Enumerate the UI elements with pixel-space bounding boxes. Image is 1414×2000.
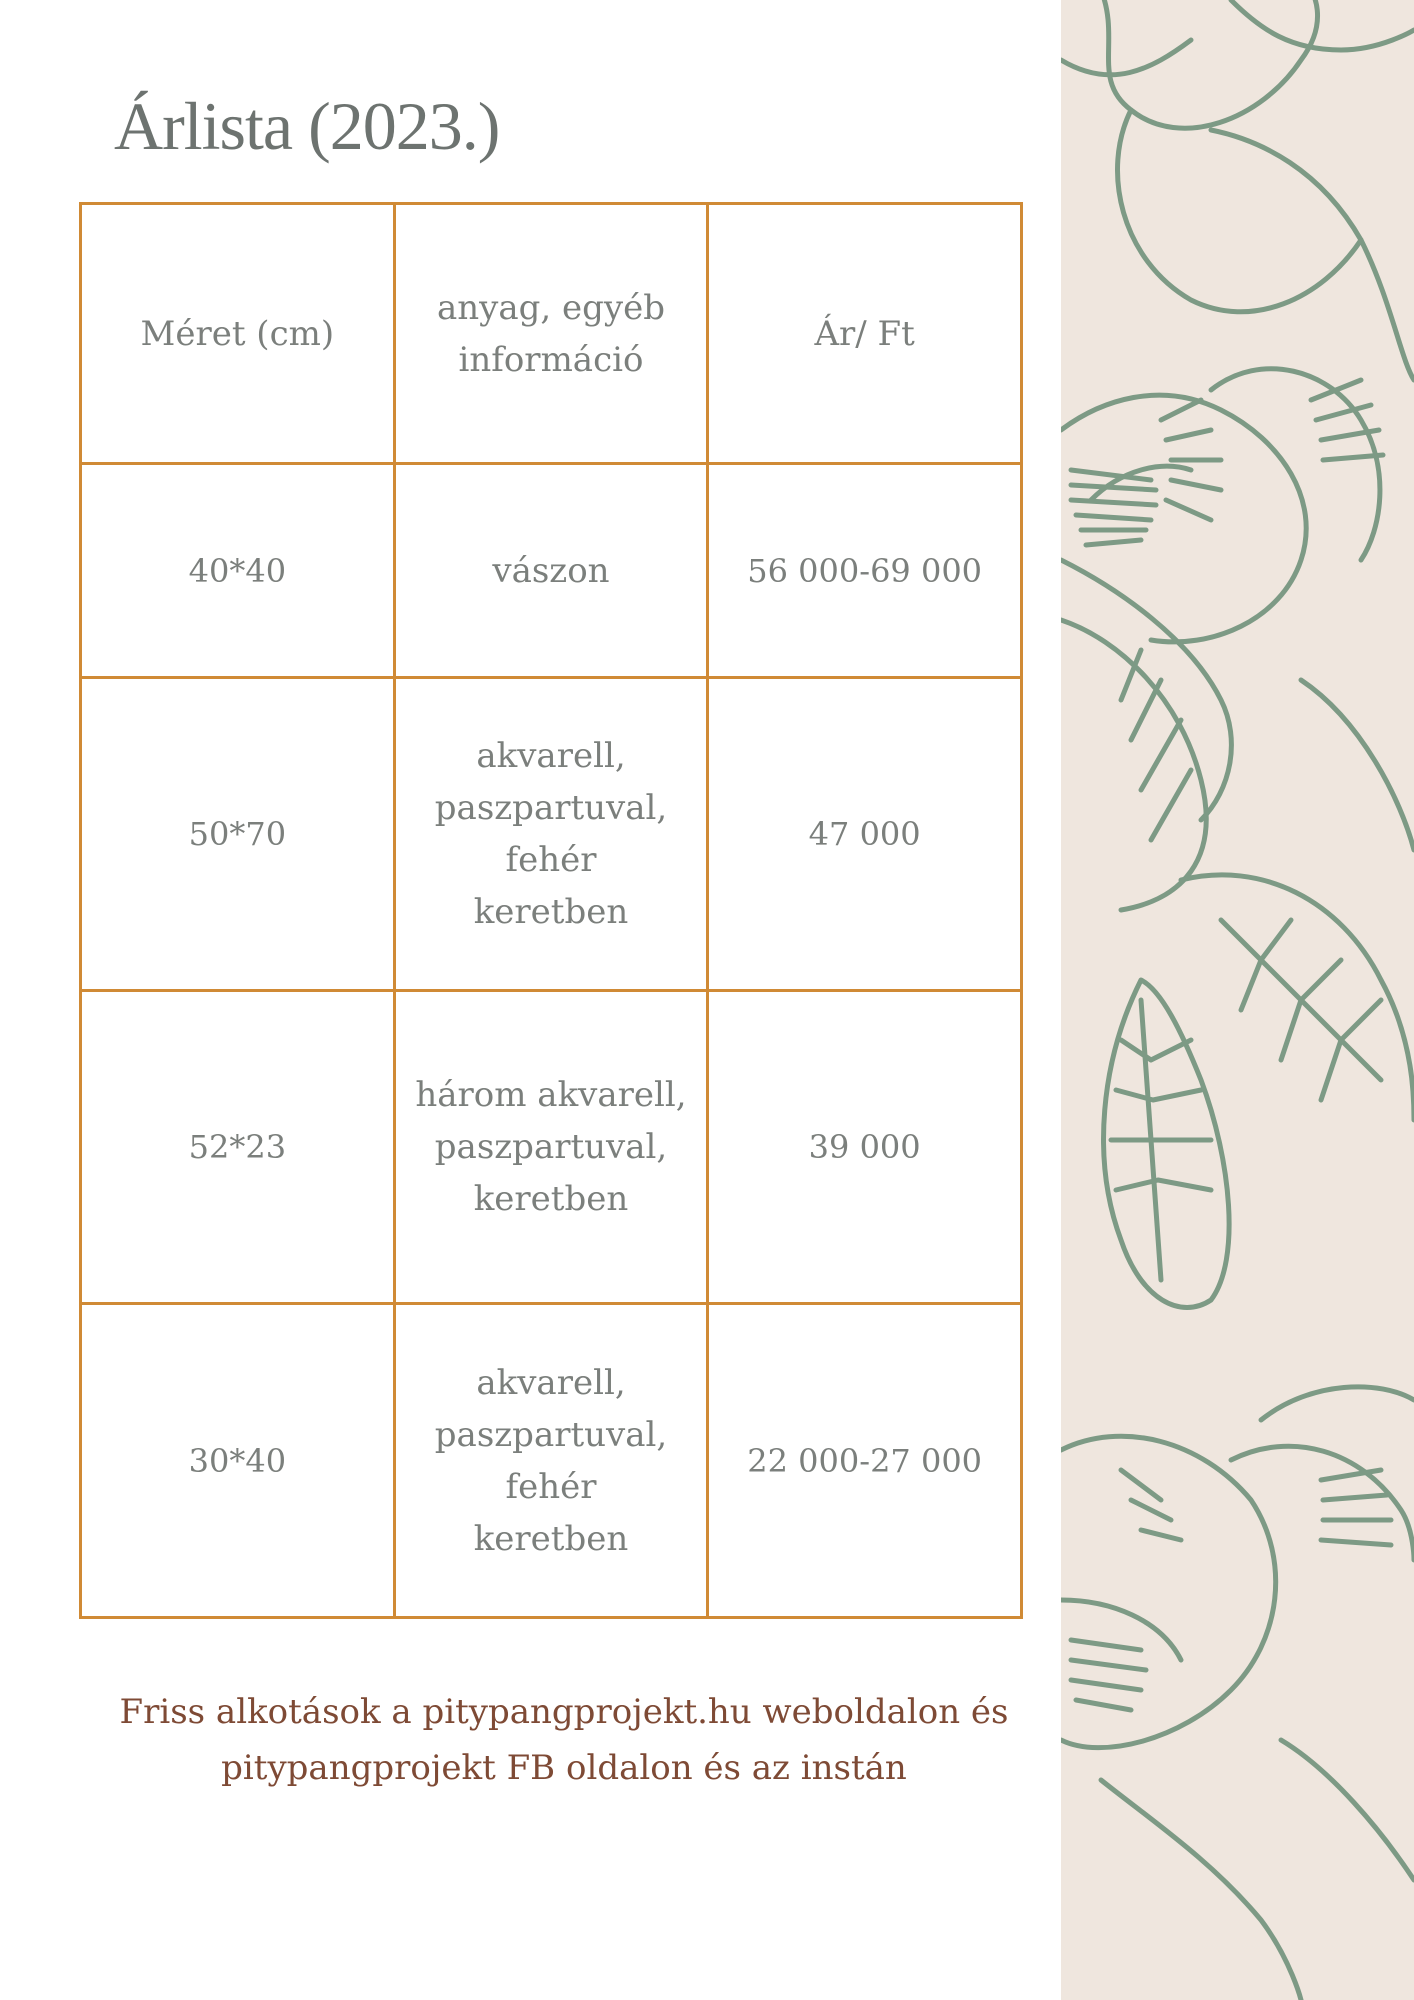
cell-size: 52*23 [81, 991, 395, 1304]
table-header-row [81, 204, 1022, 464]
cell-material: akvarell, paszpartuval, fehér keretben [394, 678, 708, 991]
cell-size: 40*40 [81, 464, 395, 678]
footer-note [79, 1684, 1049, 1796]
header-price: Ár/ Ft [708, 204, 1022, 464]
cell-price: 39 000 [708, 991, 1022, 1304]
cell-size: 50*70 [81, 678, 395, 991]
cell-material: akvarell, paszpartuval, fehér keretben [394, 1304, 708, 1618]
cell-size: 30*40 [81, 1304, 395, 1618]
cell-price: 22 000-27 000 [708, 1304, 1022, 1618]
table-row [81, 991, 1022, 1304]
price-table [79, 202, 1023, 1619]
header-material: anyag, egyéb információ [394, 204, 708, 464]
cell-price: 56 000-69 000 [708, 464, 1022, 678]
floral-decoration-panel [1061, 0, 1414, 2000]
page-title: Árlista (2023.) [114, 88, 500, 164]
footer-line-1: Friss alkotások a pitypangprojekt.hu weboldalon és [119, 1692, 1009, 1732]
cell-material: három akvarell, paszpartuval, keretben [394, 991, 708, 1304]
table-row [81, 464, 1022, 678]
header-size: Méret (cm) [81, 204, 395, 464]
table-row [81, 678, 1022, 991]
footer-line-2: pitypangprojekt FB oldalon és az instán [221, 1748, 907, 1788]
cell-price: 47 000 [708, 678, 1022, 991]
cell-material: vászon [394, 464, 708, 678]
table-row [81, 1304, 1022, 1618]
floral-illustration [1061, 0, 1414, 2000]
